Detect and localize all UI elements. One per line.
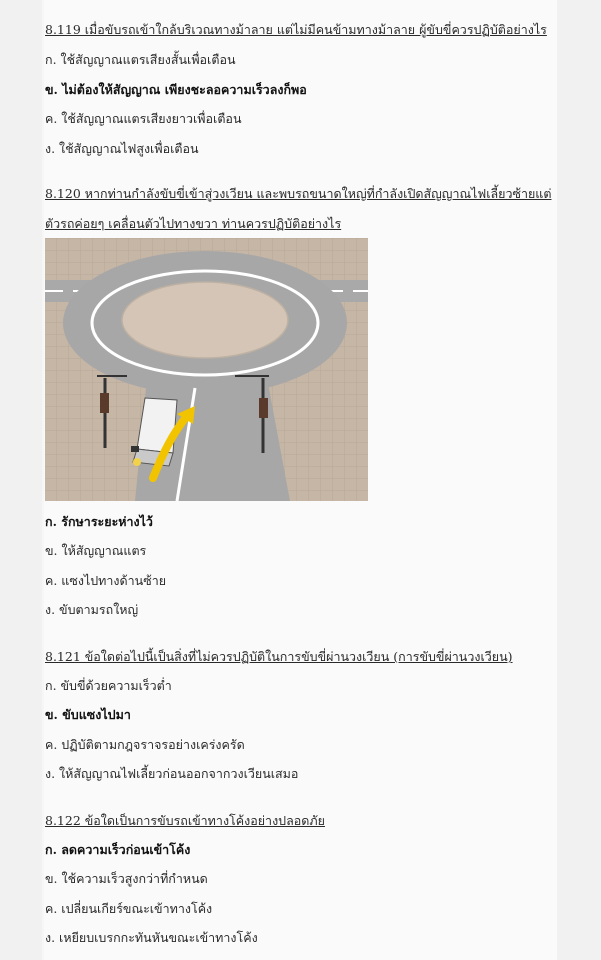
- roundabout-illustration: [45, 238, 368, 501]
- right-margin: [557, 0, 601, 960]
- option-8-120-a-correct: ก. รักษาระยะห่างไว้: [45, 514, 153, 529]
- left-turn-signal: [133, 458, 141, 466]
- option-8-122-a-correct: ก. ลดความเร็วก่อนเข้าโค้ง: [45, 842, 191, 857]
- option-8-121-b-correct: ข. ขับแซงไปมา: [45, 707, 131, 722]
- option-8-122-d: ง. เหยียบเบรกกะทันหันขณะเข้าทางโค้ง: [45, 930, 258, 945]
- option-8-121-a: ก. ขับขี่ด้วยความเร็วต่ำ: [45, 678, 172, 693]
- option-8-122-b: ข. ใช้ความเร็วสูงกว่าที่กำหนด: [45, 871, 208, 886]
- question-8-119: 8.119 เมื่อขับรถเข้าใกล้บริเวณทางม้าลาย แต่ไม่มีคนข้ามทางม้าลาย ผู้ขับขี่ควรปฏิบัติอย่างไร: [45, 22, 547, 37]
- option-8-119-b-correct: ข. ไม่ต้องให้สัญญาณ เพียงชะลอความเร็วลงก็พอ: [45, 82, 307, 97]
- left-margin: [0, 0, 42, 960]
- option-8-119-d: ง. ใช้สัญญาณไฟสูงเพื่อเตือน: [45, 141, 199, 156]
- option-8-120-c: ค. แซงไปทางด้านซ้าย: [45, 573, 167, 588]
- question-8-121: 8.121 ข้อใดต่อไปนี้เป็นสิ่งที่ไม่ควรปฏิบัติในการขับขี่ผ่านวงเวียน (การขับขี่ผ่านวงเวียน): [45, 649, 513, 664]
- question-8-120: 8.120 หากท่านกำลังขับขี่เข้าสู่วงเวียน และพบรถขนาดใหญ่ที่กำลังเปิดสัญญาณไฟเลี้ยวซ้ายแต่ตัวรถค่อยๆ เคลื่อนตัวไปทางขวา ท่านควรปฏิบัติอย่างไร: [45, 186, 552, 231]
- option-8-121-c: ค. ปฏิบัติตามกฎจราจรอย่างเคร่งครัด: [45, 737, 245, 752]
- option-8-121-d: ง. ให้สัญญาณไฟเลี้ยวก่อนออกจากวงเวียนเสมอ: [45, 766, 299, 781]
- option-8-120-d: ง. ขับตามรถใหญ่: [45, 602, 139, 617]
- option-8-119-c: ค. ใช้สัญญาณแตรเสียงยาวเพื่อเตือน: [45, 111, 242, 126]
- option-8-119-a: ก. ใช้สัญญาณแตรเสียงสั้นเพื่อเตือน: [45, 52, 236, 67]
- option-8-120-b: ข. ให้สัญญาณแตร: [45, 543, 147, 558]
- option-8-122-c: ค. เปลี่ยนเกียร์ขณะเข้าทางโค้ง: [45, 901, 213, 916]
- question-8-122: 8.122 ข้อใดเป็นการขับรถเข้าทางโค้งอย่างปลอดภัย: [45, 813, 325, 828]
